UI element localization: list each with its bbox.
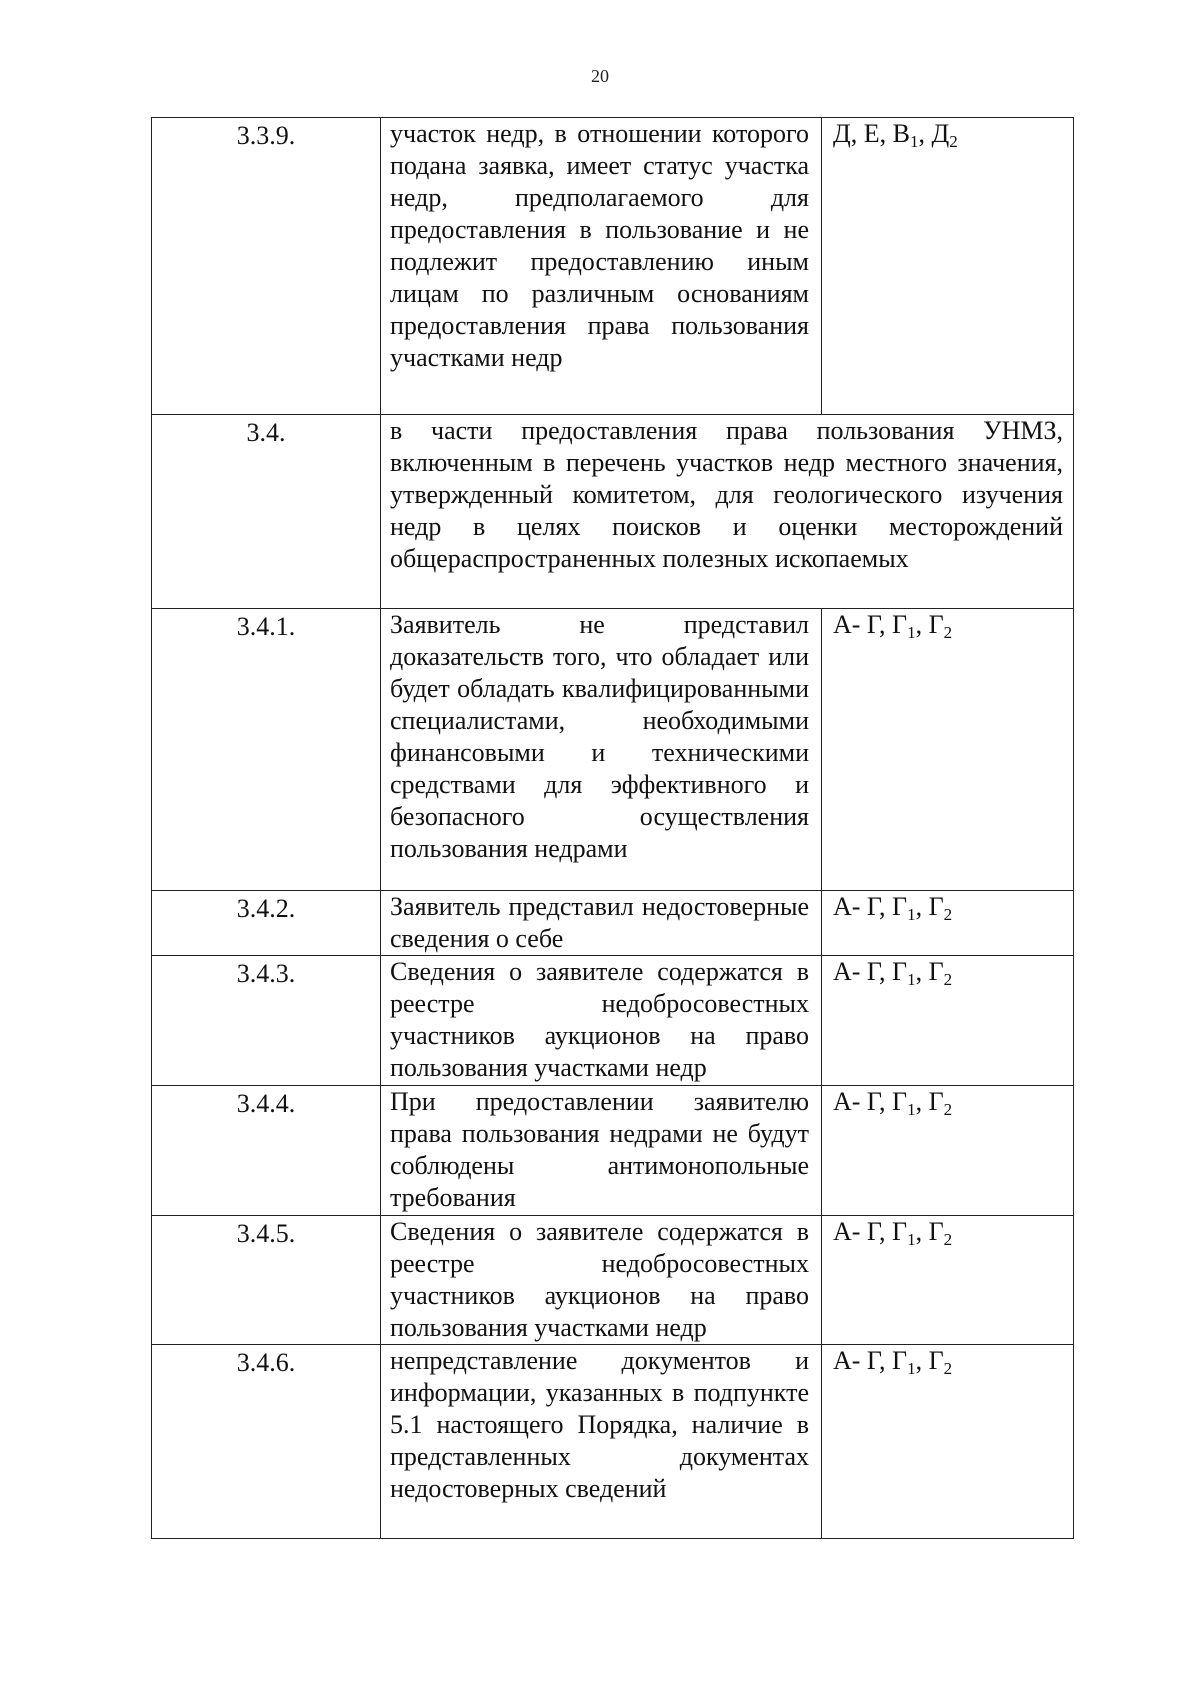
row-number-cell [152,1216,381,1345]
row-number: 3.3.9. [236,121,296,150]
row-grounds-cell [822,956,1074,1086]
table-row [152,1345,1074,1539]
row-grounds: А- Г, $Г_1$, $Г_2$ [833,610,953,642]
row-number: 3.4.5. [236,1219,296,1248]
row-description: участок недр, в отношении которого подана заявка, имеет статус участка недр, предполагаемого для предоставления в пользование и не подлежит предоставлению иным лицам по различным основаниям предоставления права пользования участками недр [390,119,809,372]
row-grounds: А- Г, $Г_1$, $Г_2$ [833,957,953,989]
criteria-table [151,117,1074,1539]
row-number: 3.4. [246,418,286,447]
row-number: 3.4.4. [236,1089,296,1118]
row-grounds: А- Г, $Г_1$, $Г_2$ [833,892,953,924]
row-description: Сведения о заявителе содержатся в реестре недобросовестных участников аукционов на право пользования участками недр [390,957,809,1082]
row-number-cell [152,1086,381,1216]
table-row [152,1086,1074,1216]
row-number-cell [152,1345,381,1539]
row-number: 3.4.6. [236,1348,296,1377]
row-description: Заявитель не представил доказательств того, что обладает или будет обладать квалифицированными специалистами, необходимыми финансовыми и техническими средствами для эффективного и безопасного осуществления пользования недрами [390,610,809,863]
row-description-cell [381,609,822,891]
row-description-cell [381,415,1074,609]
row-description-cell [381,956,822,1086]
row-grounds-cell [822,609,1074,891]
row-grounds-cell [822,1345,1074,1539]
row-description-cell [381,891,822,956]
row-grounds: А- Г, $Г_1$, $Г_2$ [833,1346,953,1378]
row-description: При предоставлении заявителю права пользования недрами не будут соблюдены антимонопольные требования [390,1087,809,1212]
table-row [152,609,1074,891]
row-grounds: А- Г, $Г_1$, $Г_2$ [833,1217,953,1249]
table-row [152,118,1074,415]
row-number: 3.4.2. [236,894,296,923]
table-row [152,891,1074,956]
row-description: Сведения о заявителе содержатся в реестре недобросовестных участников аукционов на право пользования участками недр [390,1217,809,1342]
row-number-cell [152,415,381,609]
row-description-cell [381,1216,822,1345]
row-description-cell [381,1086,822,1216]
row-grounds-cell [822,1086,1074,1216]
row-description-cell [381,118,822,415]
row-description: в части предоставления права пользования УНМЗ, включенным в перечень участков недр местного значения, утвержденный комитетом, для геологического изучения недр в целях поисков и оценки месторождений общераспространенных полезных ископаемых [390,416,1063,573]
table-row [152,415,1074,609]
table-row [152,956,1074,1086]
row-grounds-cell [822,118,1074,415]
table-row [152,1216,1074,1345]
row-description: Заявитель представил недостоверные сведения о себе [390,892,809,953]
row-grounds: Д, Е, $В_1$, $Д_2$ [833,119,958,151]
row-grounds-cell [822,1216,1074,1345]
row-description-cell [381,1345,822,1539]
row-description: непредставление документов и информации, указанных в подпункте 5.1 настоящего Порядка, наличие в представленных документах недостоверных сведений [390,1346,809,1503]
page-number: 20 [591,66,609,86]
row-number: 3.4.3. [236,959,296,988]
row-grounds-cell [822,891,1074,956]
row-number: 3.4.1. [236,612,296,641]
row-number-cell [152,118,381,415]
row-number-cell [152,891,381,956]
row-number-cell [152,956,381,1086]
row-grounds: А- Г, $Г_1$, $Г_2$ [833,1087,953,1119]
row-number-cell [152,609,381,891]
